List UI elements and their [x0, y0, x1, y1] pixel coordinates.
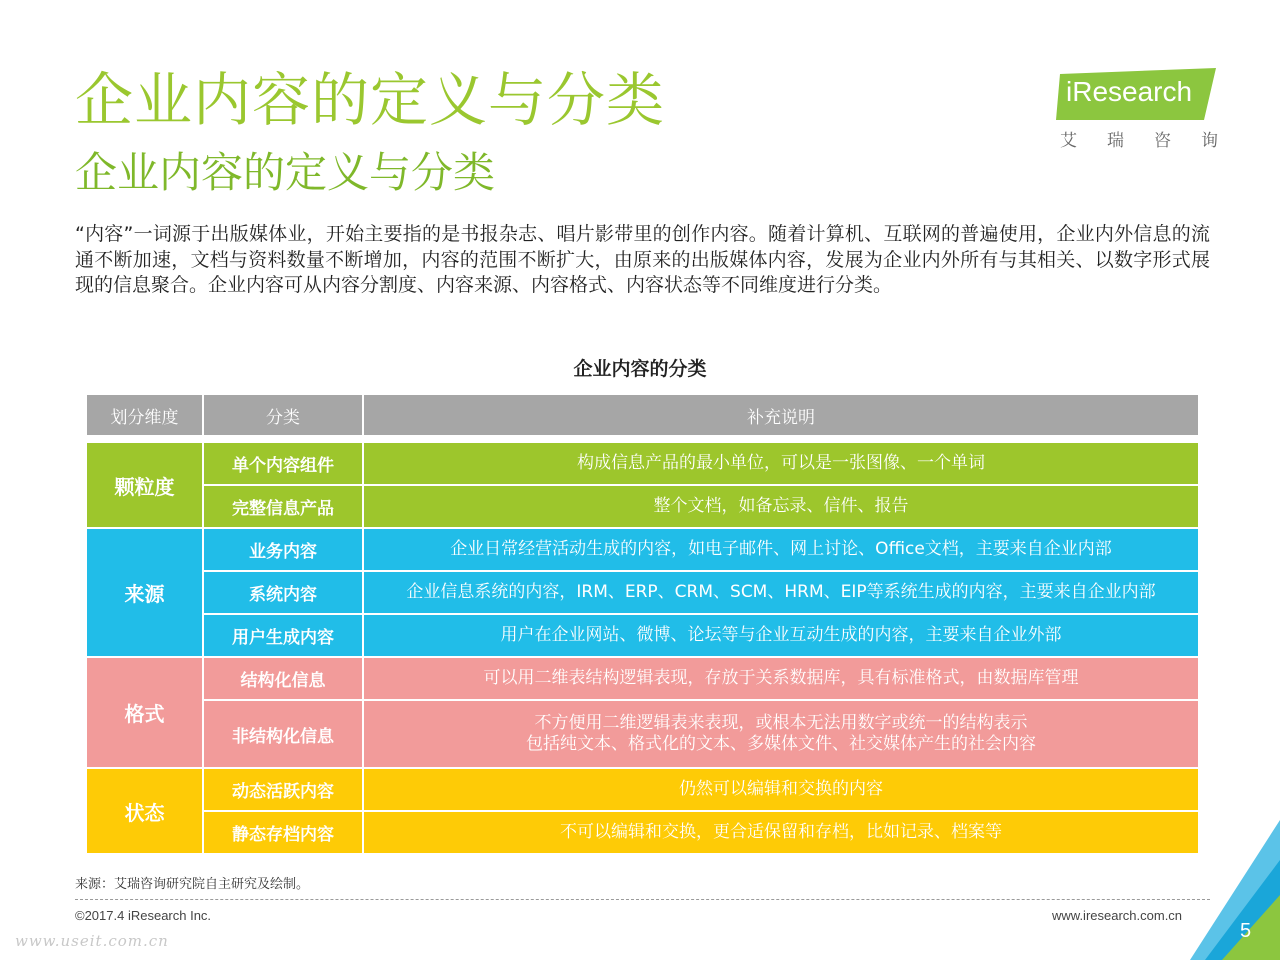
category-cell: 用户生成内容	[203, 614, 363, 657]
header-description: 补充说明	[363, 394, 1199, 436]
iresearch-logo	[1056, 68, 1218, 152]
dimension-cell: 颗粒度	[86, 442, 203, 528]
dimension-cell: 状态	[86, 768, 203, 854]
source-note: 来源：艾瑞咨询研究院自主研究及绘制。	[75, 877, 310, 892]
description-cell	[363, 700, 1199, 768]
description-cell: 构成信息产品的最小单位，可以是一张图像、一个单词	[363, 442, 1199, 485]
logo-char: 艾	[1060, 131, 1077, 151]
logo-char: 询	[1201, 131, 1218, 151]
header-category: 分类	[203, 394, 363, 436]
description-line: 不方便用二维逻辑表来表现，或根本无法用数字或统一的结构表示	[534, 713, 1028, 733]
description-cell: 企业信息系统的内容，IRM、ERP、CRM、SCM、HRM、EIP等系统生成的内容，主要来自企业内部	[363, 571, 1199, 614]
dimension-cell: 来源	[86, 528, 203, 657]
category-cell: 单个内容组件	[203, 442, 363, 485]
logo-chinese-name	[1060, 126, 1218, 151]
intro-paragraph: “内容”一词源于出版媒体业，开始主要指的是书报杂志、唱片影带里的创作内容。随着计算机、互联网的普遍使用，企业内外信息的流通不断加速，文档与资料数量不断增加，内容的范围不断扩大，由原来的出版媒体内容，发展为企业内外所有与其相关、以数字形式展现的信息聚合。企业内容可从内容分割度、内容来源、内容格式、内容状态等不同维度进行分类。	[75, 223, 1210, 296]
table-row	[86, 571, 1199, 614]
table-row	[86, 768, 1199, 811]
description-cell: 不可以编辑和交换，更合适保留和存档，比如记录、档案等	[363, 811, 1199, 854]
category-cell: 业务内容	[203, 528, 363, 571]
category-cell: 完整信息产品	[203, 485, 363, 528]
watermark-text: www.useit.com.cn	[15, 932, 169, 950]
table-row	[86, 614, 1199, 657]
logo-char: 瑞	[1107, 131, 1124, 151]
description-cell: 仍然可以编辑和交换的内容	[363, 768, 1199, 811]
description-cell: 企业日常经营活动生成的内容，如电子邮件、网上讨论、Office文档，主要来自企业内部	[363, 528, 1199, 571]
description-cell: 可以用二维表结构逻辑表现，存放于关系数据库，具有标准格式，由数据库管理	[363, 657, 1199, 700]
header-dimension: 划分维度	[86, 394, 203, 436]
page-title: 企业内容的定义与分类	[75, 66, 666, 134]
classification-table	[85, 393, 1200, 855]
table-title: 企业内容的分类	[573, 358, 707, 380]
description-cell: 用户在企业网站、微博、论坛等与企业互动生成的内容，主要来自企业外部	[363, 614, 1199, 657]
category-cell: 静态存档内容	[203, 811, 363, 854]
table-row	[86, 657, 1199, 700]
description-line: 包括纯文本、格式化的文本、多媒体文件、社交媒体产生的社会内容	[526, 734, 1036, 754]
category-cell: 结构化信息	[203, 657, 363, 700]
table-row	[86, 700, 1199, 768]
website-link[interactable]: www.iresearch.com.cn	[1052, 908, 1183, 923]
page-subtitle: 企业内容的定义与分类	[75, 148, 496, 197]
table-row	[86, 442, 1199, 485]
table-header-row	[86, 394, 1199, 436]
copyright-text: ©2017.4 iResearch Inc.	[75, 908, 212, 923]
page-number: 5	[1240, 920, 1252, 942]
category-cell: 非结构化信息	[203, 700, 363, 768]
table-row	[86, 485, 1199, 528]
logo-char: 咨	[1154, 131, 1171, 151]
corner-decoration	[1150, 820, 1280, 960]
description-cell: 整个文档，如备忘录、信件、报告	[363, 485, 1199, 528]
table-row	[86, 811, 1199, 854]
logo-brand-text: iResearch	[1066, 76, 1193, 107]
category-cell: 系统内容	[203, 571, 363, 614]
dimension-cell: 格式	[86, 657, 203, 768]
category-cell: 动态活跃内容	[203, 768, 363, 811]
table-row	[86, 528, 1199, 571]
footer-divider	[75, 899, 1210, 900]
